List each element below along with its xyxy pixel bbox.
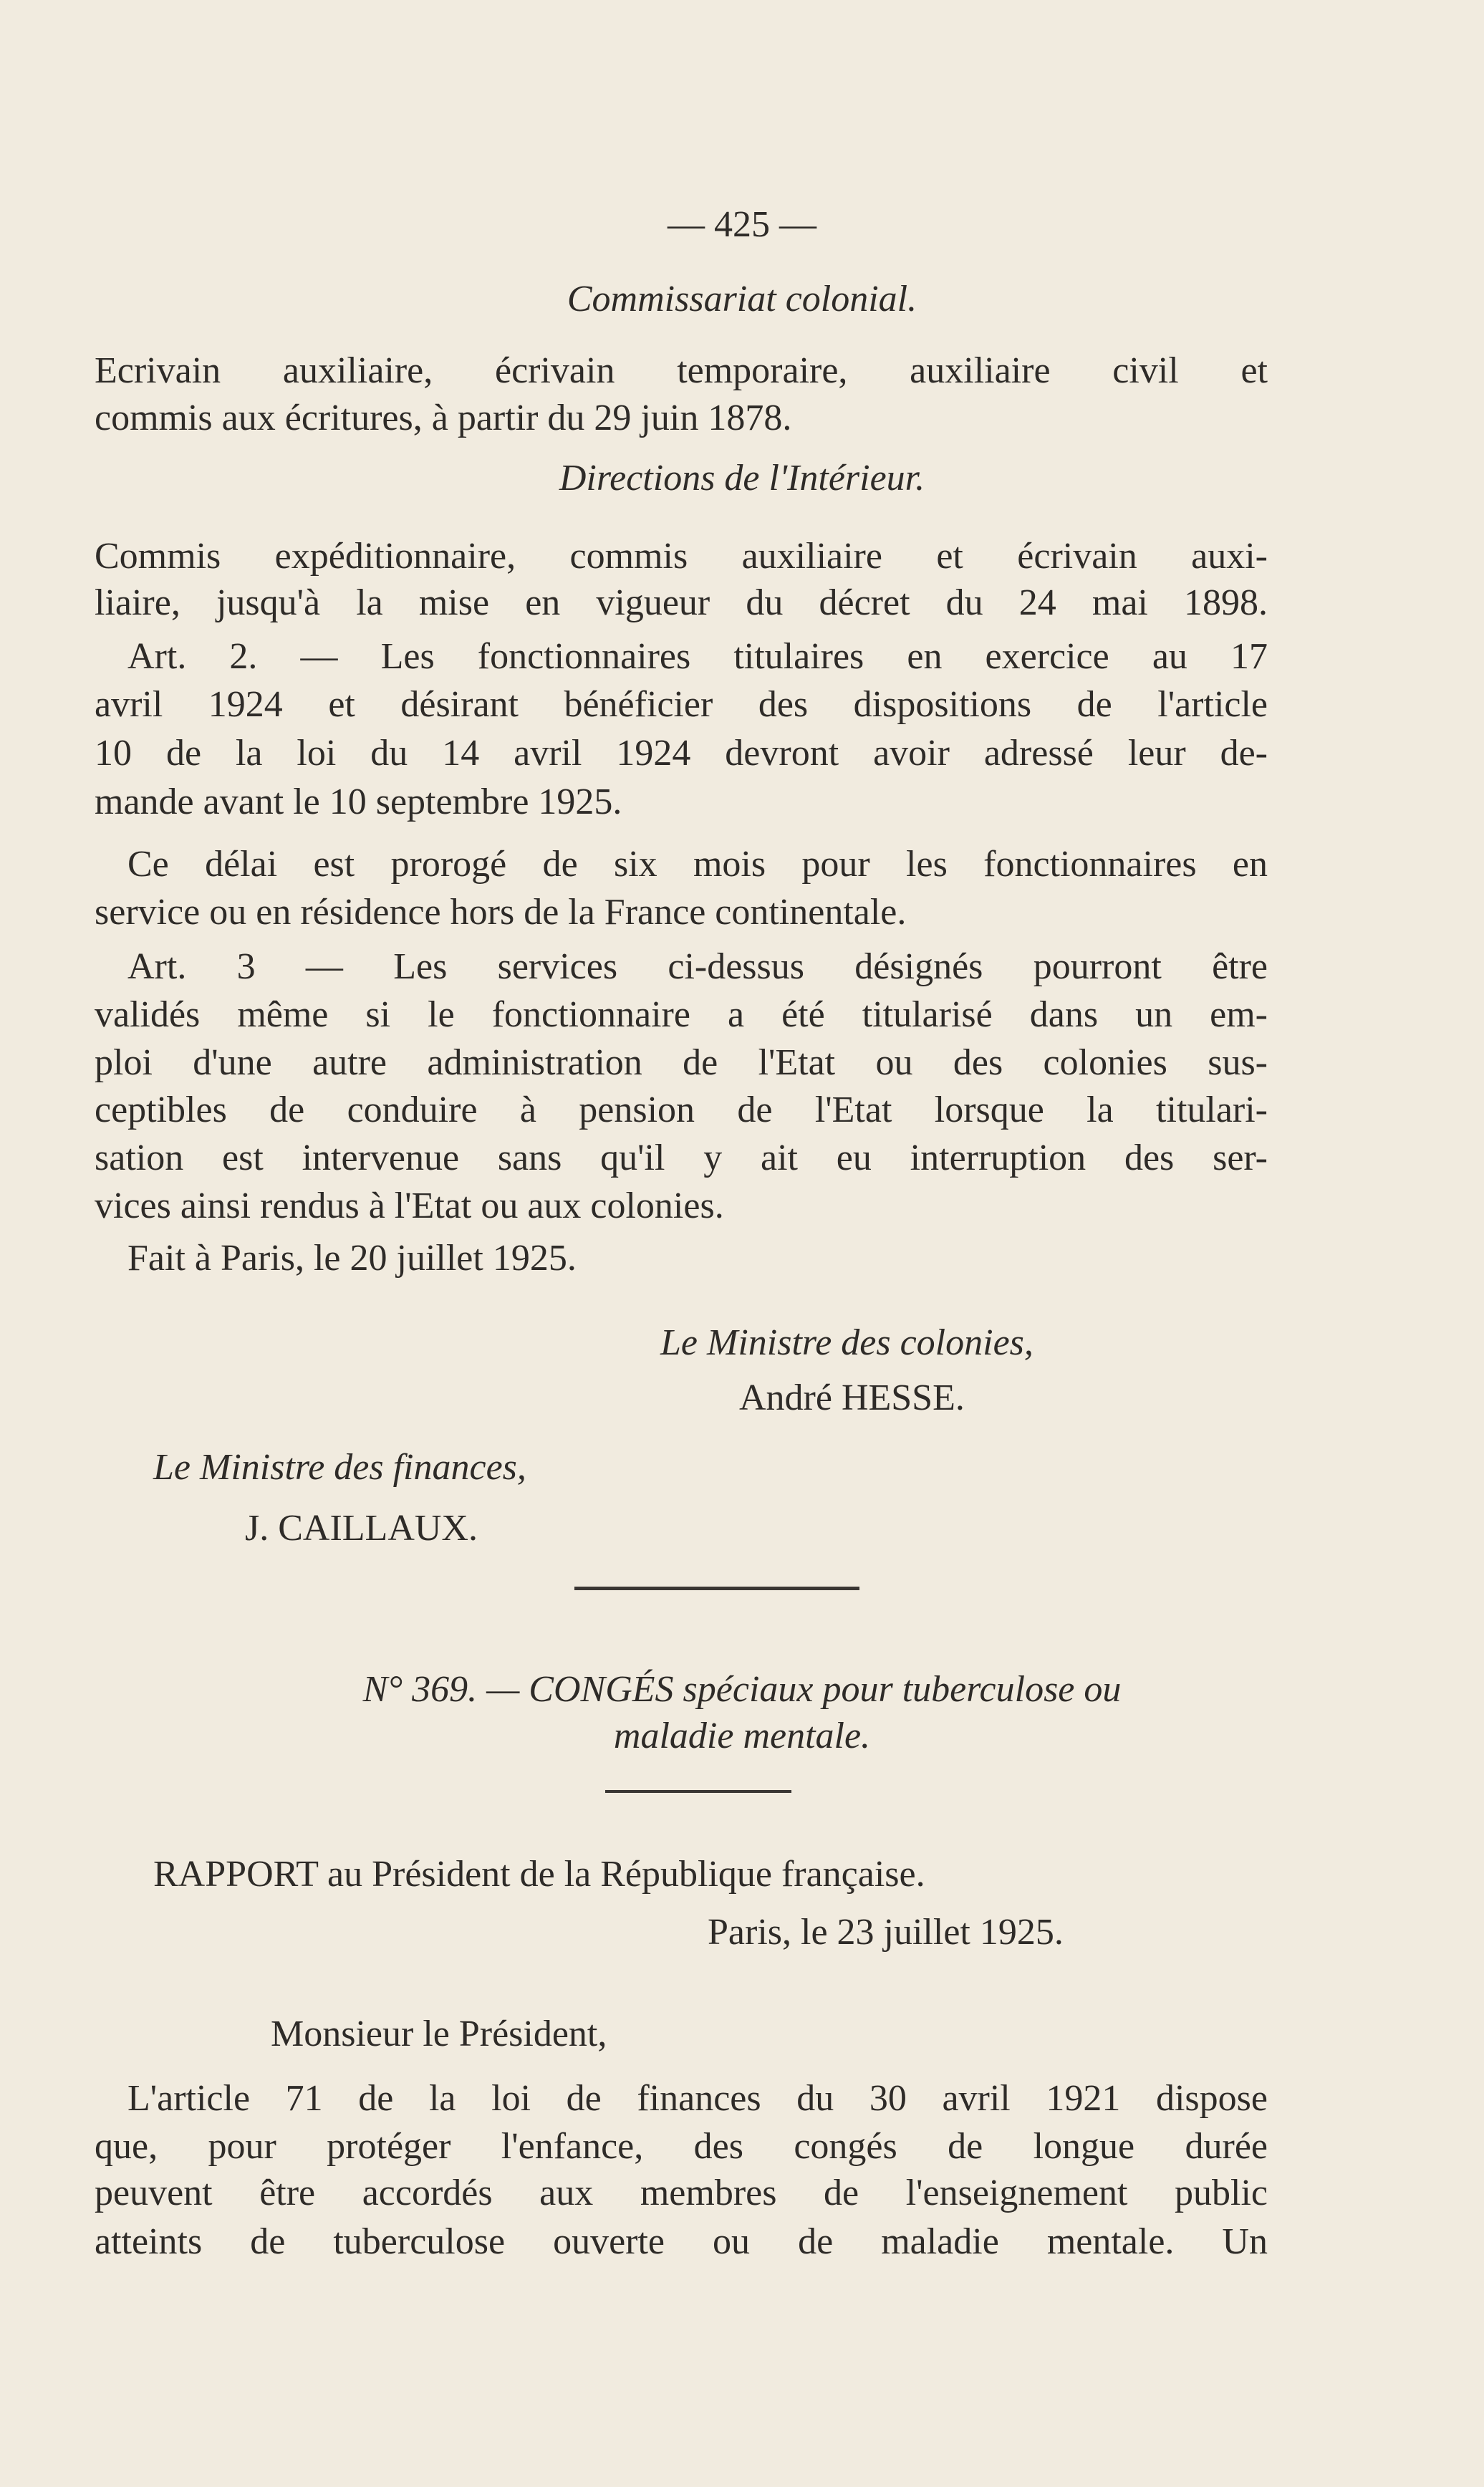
section-heading-commissariat: Commissariat colonial. [567, 279, 917, 319]
text-line: sation est intervenue sans qu'il y ait eu interruption des ser- [95, 1137, 1268, 1178]
text-line: commis aux écritures, à partir du 29 juin 1878. [95, 398, 792, 438]
text-line: service ou en résidence hors de la France continentale. [95, 892, 907, 933]
signed-at-line: Fait à Paris, le 20 juillet 1925. [127, 1238, 577, 1279]
text-line: Commis expéditionnaire, commis auxiliaire et écrivain auxi- [95, 536, 1268, 577]
report-salutation: Monsieur le Président, [271, 2014, 607, 2054]
separator-rule [574, 1587, 859, 1590]
report-text-line: L'article 71 de la loi de finances du 30 avril 1921 dispose [127, 2078, 1268, 2119]
separator-rule-short [605, 1790, 791, 1793]
report-date: Paris, le 23 juillet 1925. [708, 1912, 1064, 1953]
report-text-line: peuvent être accordés aux membres de l'enseignement public [95, 2173, 1268, 2213]
report-heading: RAPPORT au Président de la République française. [153, 1854, 925, 1895]
signature-name-colonies: André HESSE. [739, 1377, 965, 1418]
section-heading-interieur: Directions de l'Intérieur. [559, 458, 925, 499]
article-2-line: Art. 2. — Les fonctionnaires titulaires en exercice au 17 [127, 636, 1268, 677]
text-line: ceptibles de conduire à pension de l'Etat lorsque la titulari- [95, 1089, 1268, 1130]
delay-line: Ce délai est prorogé de six mois pour les fonctionnaires en [127, 844, 1268, 885]
decree-title-continued: maladie mentale. [613, 1716, 871, 1756]
signature-title-colonies: Le Ministre des colonies, [660, 1322, 1034, 1363]
text-line: Ecrivain auxiliaire, écrivain temporaire, auxiliaire civil et [95, 350, 1268, 391]
text-line: ploi d'une autre administration de l'Etat ou des colonies sus- [95, 1042, 1268, 1083]
signature-name-finances: J. CAILLAUX. [245, 1508, 478, 1549]
text-line: liaire, jusqu'à la mise en vigueur du décret du 24 mai 1898. [95, 582, 1268, 623]
page-number: — 425 — [668, 204, 816, 245]
report-text-line: atteints de tuberculose ouverte ou de maladie mentale. Un [95, 2221, 1268, 2262]
report-text-line: que, pour protéger l'enfance, des congés de longue durée [95, 2126, 1268, 2167]
text-line: validés même si le fonctionnaire a été titularisé dans un em- [95, 994, 1268, 1035]
article-3-line: Art. 3 — Les services ci-dessus désignés pourront être [127, 946, 1268, 987]
text-line: 10 de la loi du 14 avril 1924 devront avoir adressé leur de- [95, 733, 1268, 774]
decree-title: N° 369. — CONGÉS spéciaux pour tuberculose ou [362, 1669, 1122, 1710]
text-line: mande avant le 10 septembre 1925. [95, 781, 622, 822]
text-line: avril 1924 et désirant bénéficier des dispositions de l'article [95, 684, 1268, 725]
signature-title-finances: Le Ministre des finances, [153, 1447, 526, 1488]
text-line: vices ainsi rendus à l'Etat ou aux colonies. [95, 1185, 724, 1226]
